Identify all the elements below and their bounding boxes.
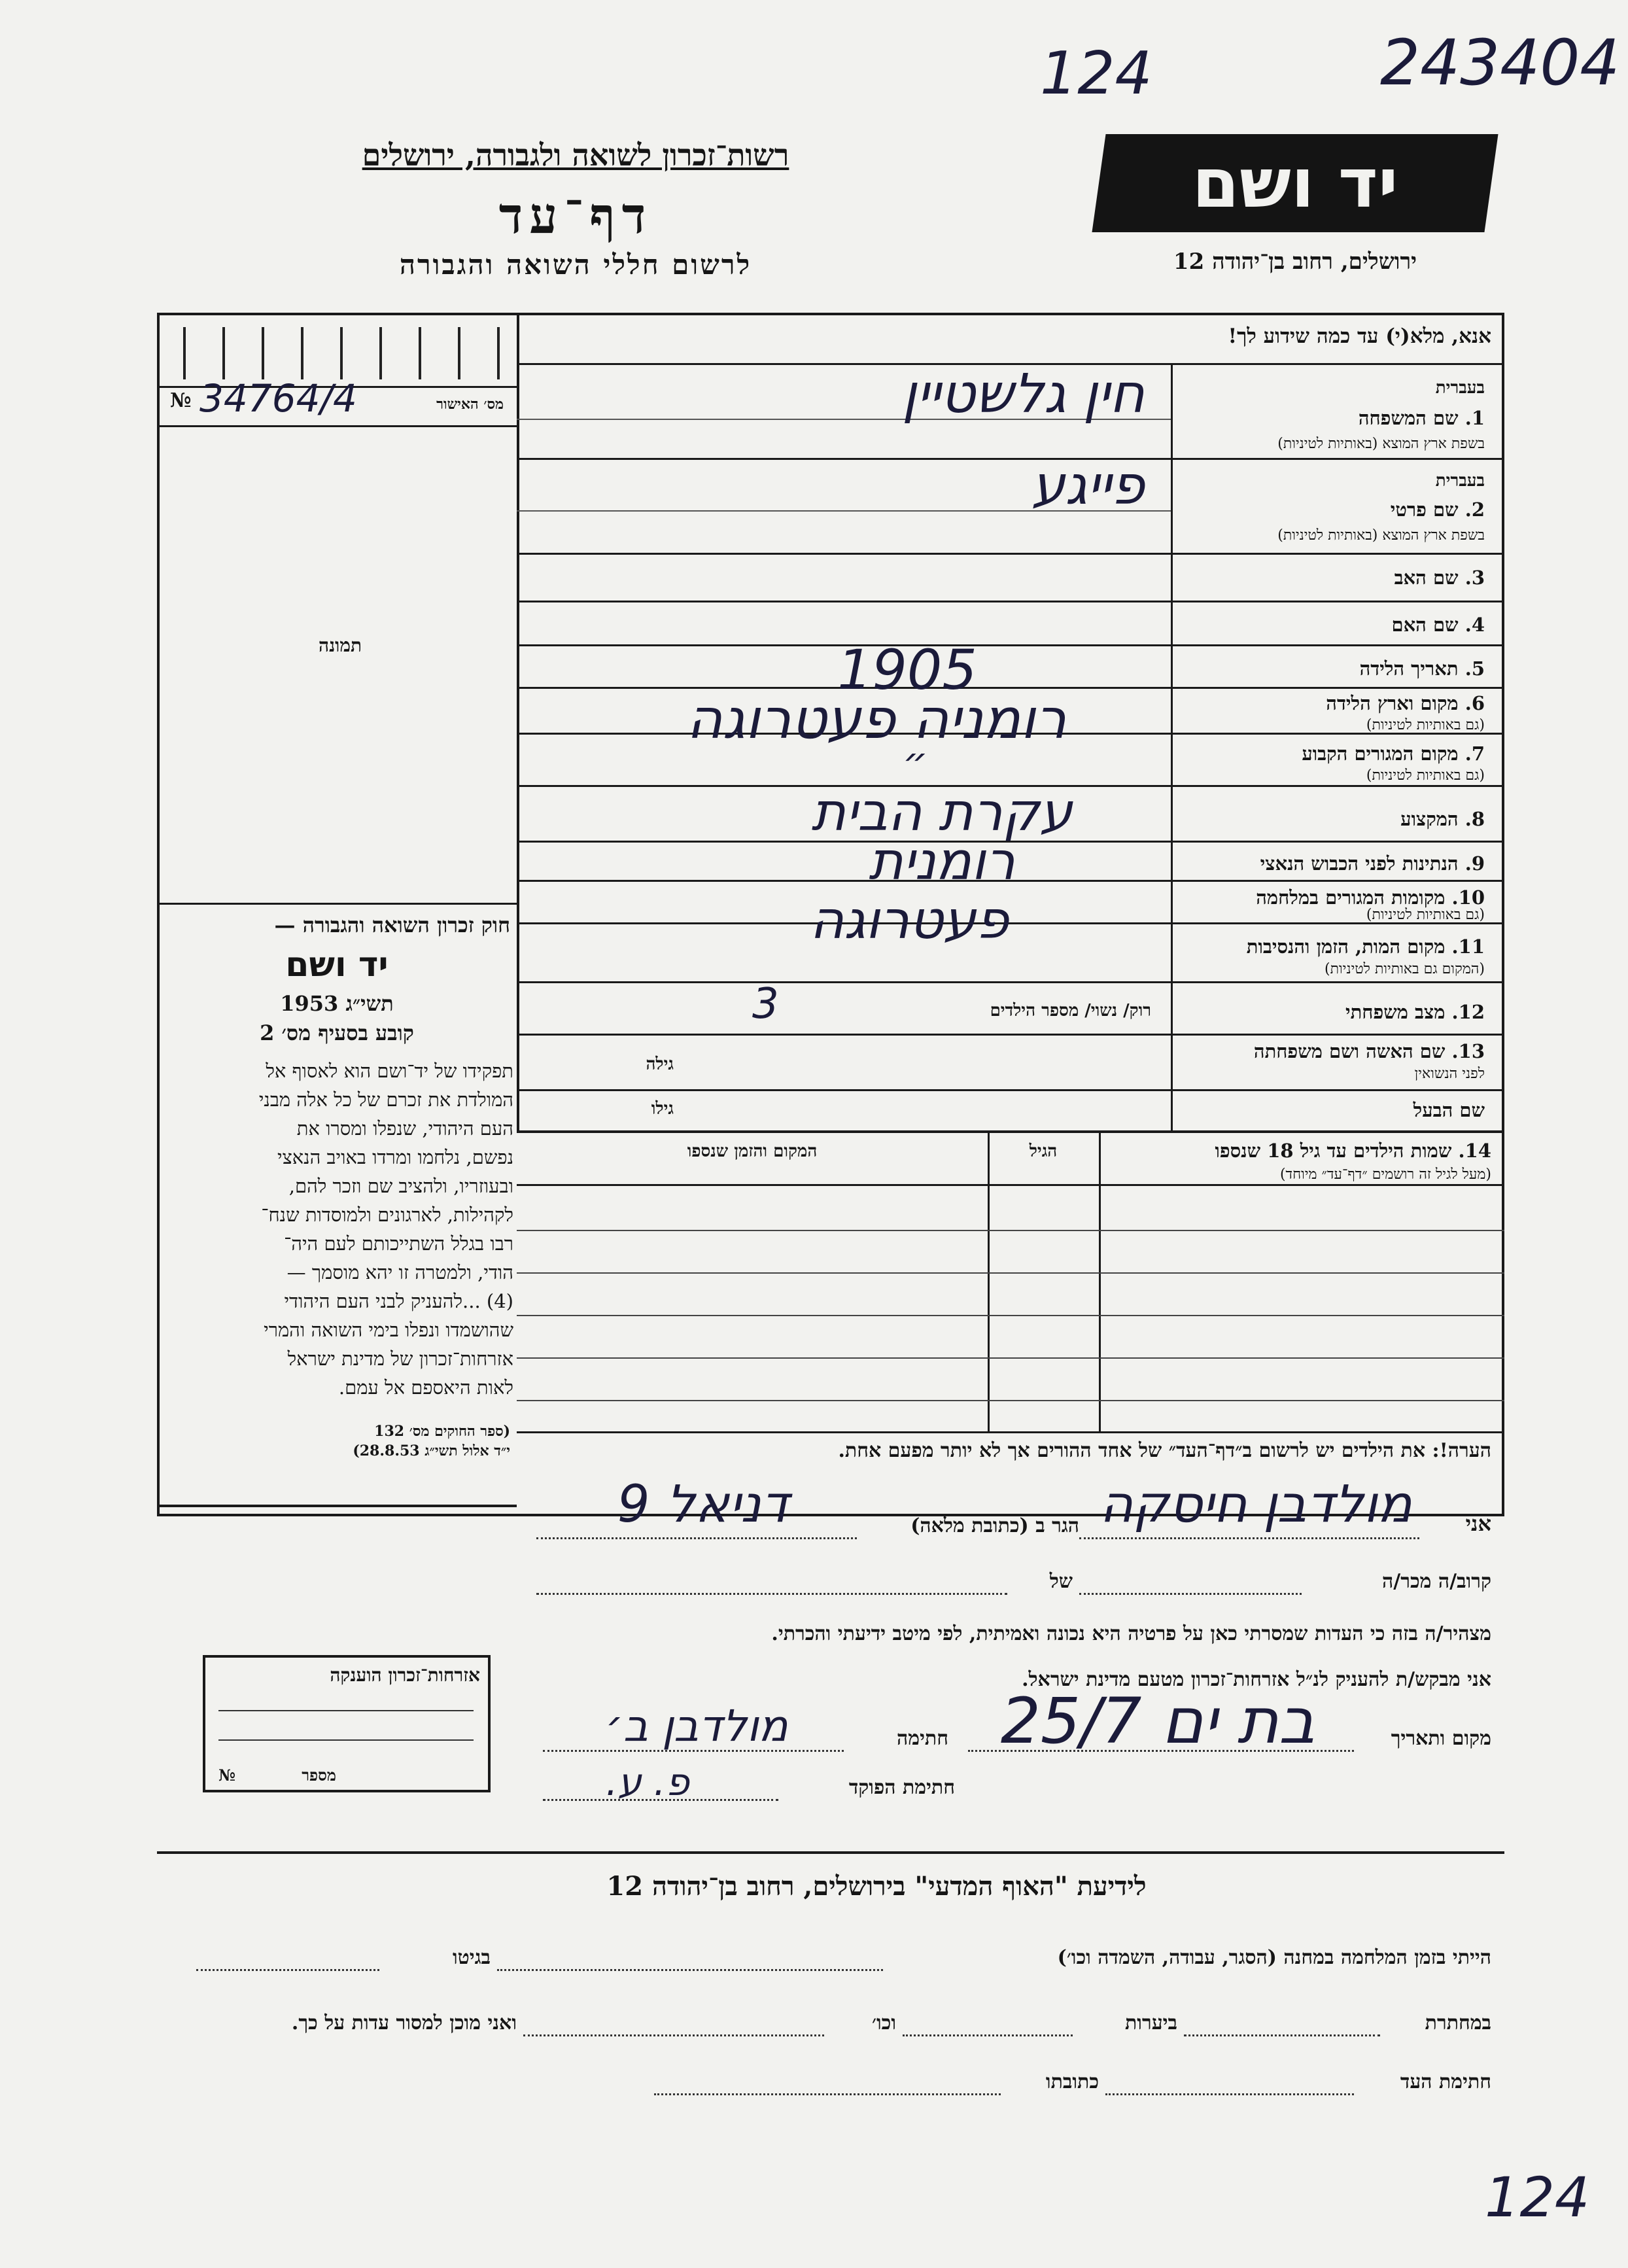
law-source-2: י״ד אלול תשי״ג 28.8.53) — [353, 1442, 510, 1459]
citizenship-title: אזרחות־זכרון הוענקה — [330, 1664, 480, 1686]
address-label: הגר ב (כתובת מלאה) — [910, 1514, 1079, 1537]
f6-sub: (גם באותיות לטיניות) — [1366, 717, 1485, 733]
law-text-line: הודי, ולמטרה זו יהא מוסמך — — [286, 1261, 513, 1283]
f11-sub: (המקום גם באותיות לטיניות) — [1325, 961, 1485, 977]
law-text-line: (4) ...להעניק לבני העם היהודי — [284, 1290, 513, 1312]
law-text-line: אזרחות־זכרון של מדינת ישראל — [287, 1348, 513, 1370]
form-subtitle: לרשום חללי השואה והגבורה — [399, 249, 752, 281]
law-source-1: (ספר החוקים מס׳ 132 — [374, 1423, 510, 1440]
f11-label-text: מקום המות, הזמן והנסיבות — [1246, 935, 1446, 958]
law-text-line: לאות היאספם אל עמם. — [338, 1376, 513, 1399]
f12-status-options: רוק/ נשוי/ מספר הילדים — [990, 1001, 1151, 1021]
declarant-address: דניאל 9 — [617, 1475, 789, 1534]
law-year: תשי״ג 1953 — [280, 991, 394, 1016]
bottom-line3-a: חתימת העד — [1400, 2070, 1491, 2093]
f1-hebrew: בעברית — [1435, 378, 1485, 398]
f3-label-text: שם האב — [1394, 567, 1459, 589]
address: ירושלים, רחוב בן־יהודה 12 — [1173, 249, 1417, 275]
yad-vashem-logo — [1092, 134, 1498, 232]
law-text-line: ובעוזריו, ולהציב שם וזכר להם, — [288, 1175, 513, 1197]
f7-label-text: מקום המגורים הקבוע — [1302, 742, 1459, 765]
f2-value: פייגע — [1031, 455, 1145, 517]
law-text-line: העם היהודי, שנפלו ומסרו את — [296, 1117, 513, 1140]
f9-label-text: הנתינות לפני הכבוש הנאצי — [1260, 852, 1459, 875]
page-number: 124 — [1040, 39, 1152, 108]
f5-label: 5. תאריך הלידה — [1359, 657, 1485, 680]
declarant-ani: אני — [1465, 1511, 1491, 1536]
bottom-line2-end: ואני מוכן למסור עדות על כך. — [291, 2012, 517, 2034]
f11-label: 11. מקום המות, הזמן והנסיבות — [1246, 935, 1485, 958]
f8-label: 8. המקצוע — [1400, 808, 1485, 830]
f6-label-text: מקום וארץ הלידה — [1326, 692, 1459, 714]
note-text: הערה!: את הילדים יש לרשום ב״דף־העד״ של אחד ההורים אך לא יותר מפעם אחת. — [838, 1439, 1491, 1462]
citizenship-box — [203, 1655, 491, 1792]
f8-label-text: המקצוע — [1400, 808, 1459, 830]
place-date-value: בת ים 25/7 — [1000, 1684, 1315, 1758]
bottom-line3-b: כתובתו — [1045, 2070, 1099, 2093]
f4-label-text: שם האם — [1391, 614, 1459, 636]
bottom-line1-end: בגיטו — [452, 1946, 491, 1969]
declaration-text: מצהיר/ה בזה כי העדות שמסרתי כאן על פרטיה היא נכונה ואמיתית, לפי מיטב ידיעתי והכרתי. — [771, 1622, 1491, 1645]
law-text-line: תפקידו של יד־ושם הוא לאסוף אל — [266, 1060, 513, 1082]
f7-sub: (גם באותיות לטיניות) — [1366, 767, 1485, 784]
place-date-label: מקום ותאריך — [1391, 1727, 1491, 1750]
f2-hebrew: בעברית — [1435, 471, 1485, 491]
f4-label: 4. שם האם — [1391, 614, 1485, 636]
f3-label: 3. שם האב — [1394, 567, 1485, 589]
husband-age-label: גילו — [651, 1099, 674, 1119]
logo-text: יד ושם — [1192, 143, 1398, 223]
law-text-line: נפשם, נלחמו ומרדו באויב הנאצי — [277, 1146, 513, 1168]
husband-label: שם הבעל — [1413, 1099, 1485, 1121]
law-text-line: שהושמדו ונפלו בימי השואה והמרי — [264, 1319, 513, 1341]
bottom-line2-c: וכו׳ — [872, 2012, 896, 2034]
f10-sub: (גם באותיות לטיניות) — [1366, 907, 1485, 923]
f9-label: 9. הנתינות לפני הכבוש הנאצי — [1260, 852, 1485, 875]
f1-label-text: שם המשפחה — [1358, 407, 1459, 429]
of-label: של — [1049, 1570, 1073, 1593]
law-name: יד ושם — [285, 945, 389, 985]
citizenship-no-mark: № — [218, 1766, 236, 1785]
children-title-text: שמות הילדים עד גיל 18 שנספו — [1215, 1140, 1452, 1162]
law-heading: חוק זכרון השואה והגבורה — — [274, 913, 510, 937]
f13-label-text: שם האשה ושם משפחתה — [1253, 1040, 1446, 1062]
officer-signature: פ. ע. — [606, 1760, 689, 1804]
bottom-heading: לידיעת "האוף המדעי" בירושלים, רחוב בן־יהודה 12 — [606, 1871, 1147, 1902]
f2-sub: בשפת ארץ המוצא (באותיות לטיניות) — [1277, 527, 1485, 544]
f12-label-text: מצב משפחתי — [1345, 1001, 1446, 1023]
law-text-line: רבו בגלל השתייכותם לעם היה־ — [284, 1232, 513, 1255]
f12-label: 12. מצב משפחתי — [1345, 1001, 1485, 1023]
declarant-signature: מולדבן ב׳ — [605, 1701, 788, 1751]
citizenship-number-label: מספר — [302, 1766, 336, 1785]
photo-label: תמונה — [318, 635, 362, 656]
receipt-no-mark: № — [170, 389, 192, 412]
request-text: אני מבקש/ת להעניק לנ״ל אזרחות־זכרון מטעם מדינת ישראל. — [1022, 1668, 1491, 1691]
f9-value: רומנית — [869, 831, 1015, 892]
f10-label-text: מקומות המגורים במלחמה — [1256, 886, 1446, 909]
f2-label: 2. שם פרטי — [1390, 498, 1485, 521]
law-clause: קובע בסעיף מס׳ 2 — [260, 1021, 414, 1045]
f10-label: 10. מקומות המגורים במלחמה — [1256, 886, 1485, 909]
declarant-name: מולדבן חיסקה — [1100, 1475, 1412, 1534]
law-text — [164, 1056, 513, 1402]
officer-label: חתימת הפוקד — [848, 1776, 955, 1799]
relative-label: קרוב/ה מכר/ה — [1382, 1570, 1491, 1593]
f2-label-text: שם פרטי — [1390, 498, 1459, 521]
bottom-line2-a: במחתרת — [1425, 2012, 1491, 2034]
intro-text: אנא, מלא(י) עד כמה שידוע לך! — [1228, 324, 1491, 348]
f13-sub: לפני הנשואין — [1414, 1066, 1485, 1082]
bottom-number: 124 — [1485, 2165, 1590, 2229]
receipt-label: מס׳ האישור — [436, 396, 504, 413]
children-col-age: הגיל — [1029, 1142, 1058, 1161]
receipt-value: 34764/4 — [199, 376, 357, 421]
f13-age-label: גילה — [646, 1055, 674, 1074]
f13-label: 13. שם האשה ושם משפחתה — [1253, 1040, 1485, 1062]
law-text-line: המולדת את זכרם של כל אלה מבני — [258, 1089, 513, 1111]
f1-sub: בשפת ארץ המוצא (באותיות לטיניות) — [1277, 436, 1485, 452]
archive-number: 243404 — [1380, 26, 1620, 99]
f8-value: עקרת הבית — [811, 782, 1073, 843]
children-col-place: המקום והזמן שנספו — [687, 1142, 818, 1161]
f5-label-text: תאריך הלידה — [1359, 657, 1459, 680]
f5-value: 1905 — [837, 638, 977, 702]
form-title: דף־עד — [498, 186, 653, 245]
children-title: 14. שמות הילדים עד גיל 18 שנספו — [1215, 1140, 1491, 1162]
f7-value: ״ — [903, 739, 928, 785]
children-note: (מעל לגיל זה רושמים ״דף־עד״ מיוחד) — [1279, 1166, 1491, 1183]
f1-label: 1. שם המשפחה — [1358, 407, 1485, 429]
law-text-line: לקהילות, לארגונים ולמוסדות שנח־ — [261, 1204, 513, 1226]
f6-label: 6. מקום וארץ הלידה — [1326, 692, 1485, 714]
f1-value: חין גלשטיין — [901, 363, 1145, 425]
org-line: רשות־זכרון לשואה ולגבורה, ירושלים — [362, 137, 789, 173]
bottom-line2-b: ביערות — [1124, 2012, 1177, 2034]
signature-label: חתימה — [897, 1727, 948, 1750]
f6-value: רומניה פעטרוגה — [686, 687, 1067, 751]
bottom-line1: הייתי בזמן המלחמה במחנה (הסגר, עבודה, השמדה וכו׳) — [1057, 1946, 1491, 1969]
f10-value: פעטרוגה — [809, 890, 1009, 951]
f7-label: 7. מקום המגורים הקבוע — [1302, 742, 1485, 765]
f12-children-count: 3 — [752, 980, 779, 1028]
